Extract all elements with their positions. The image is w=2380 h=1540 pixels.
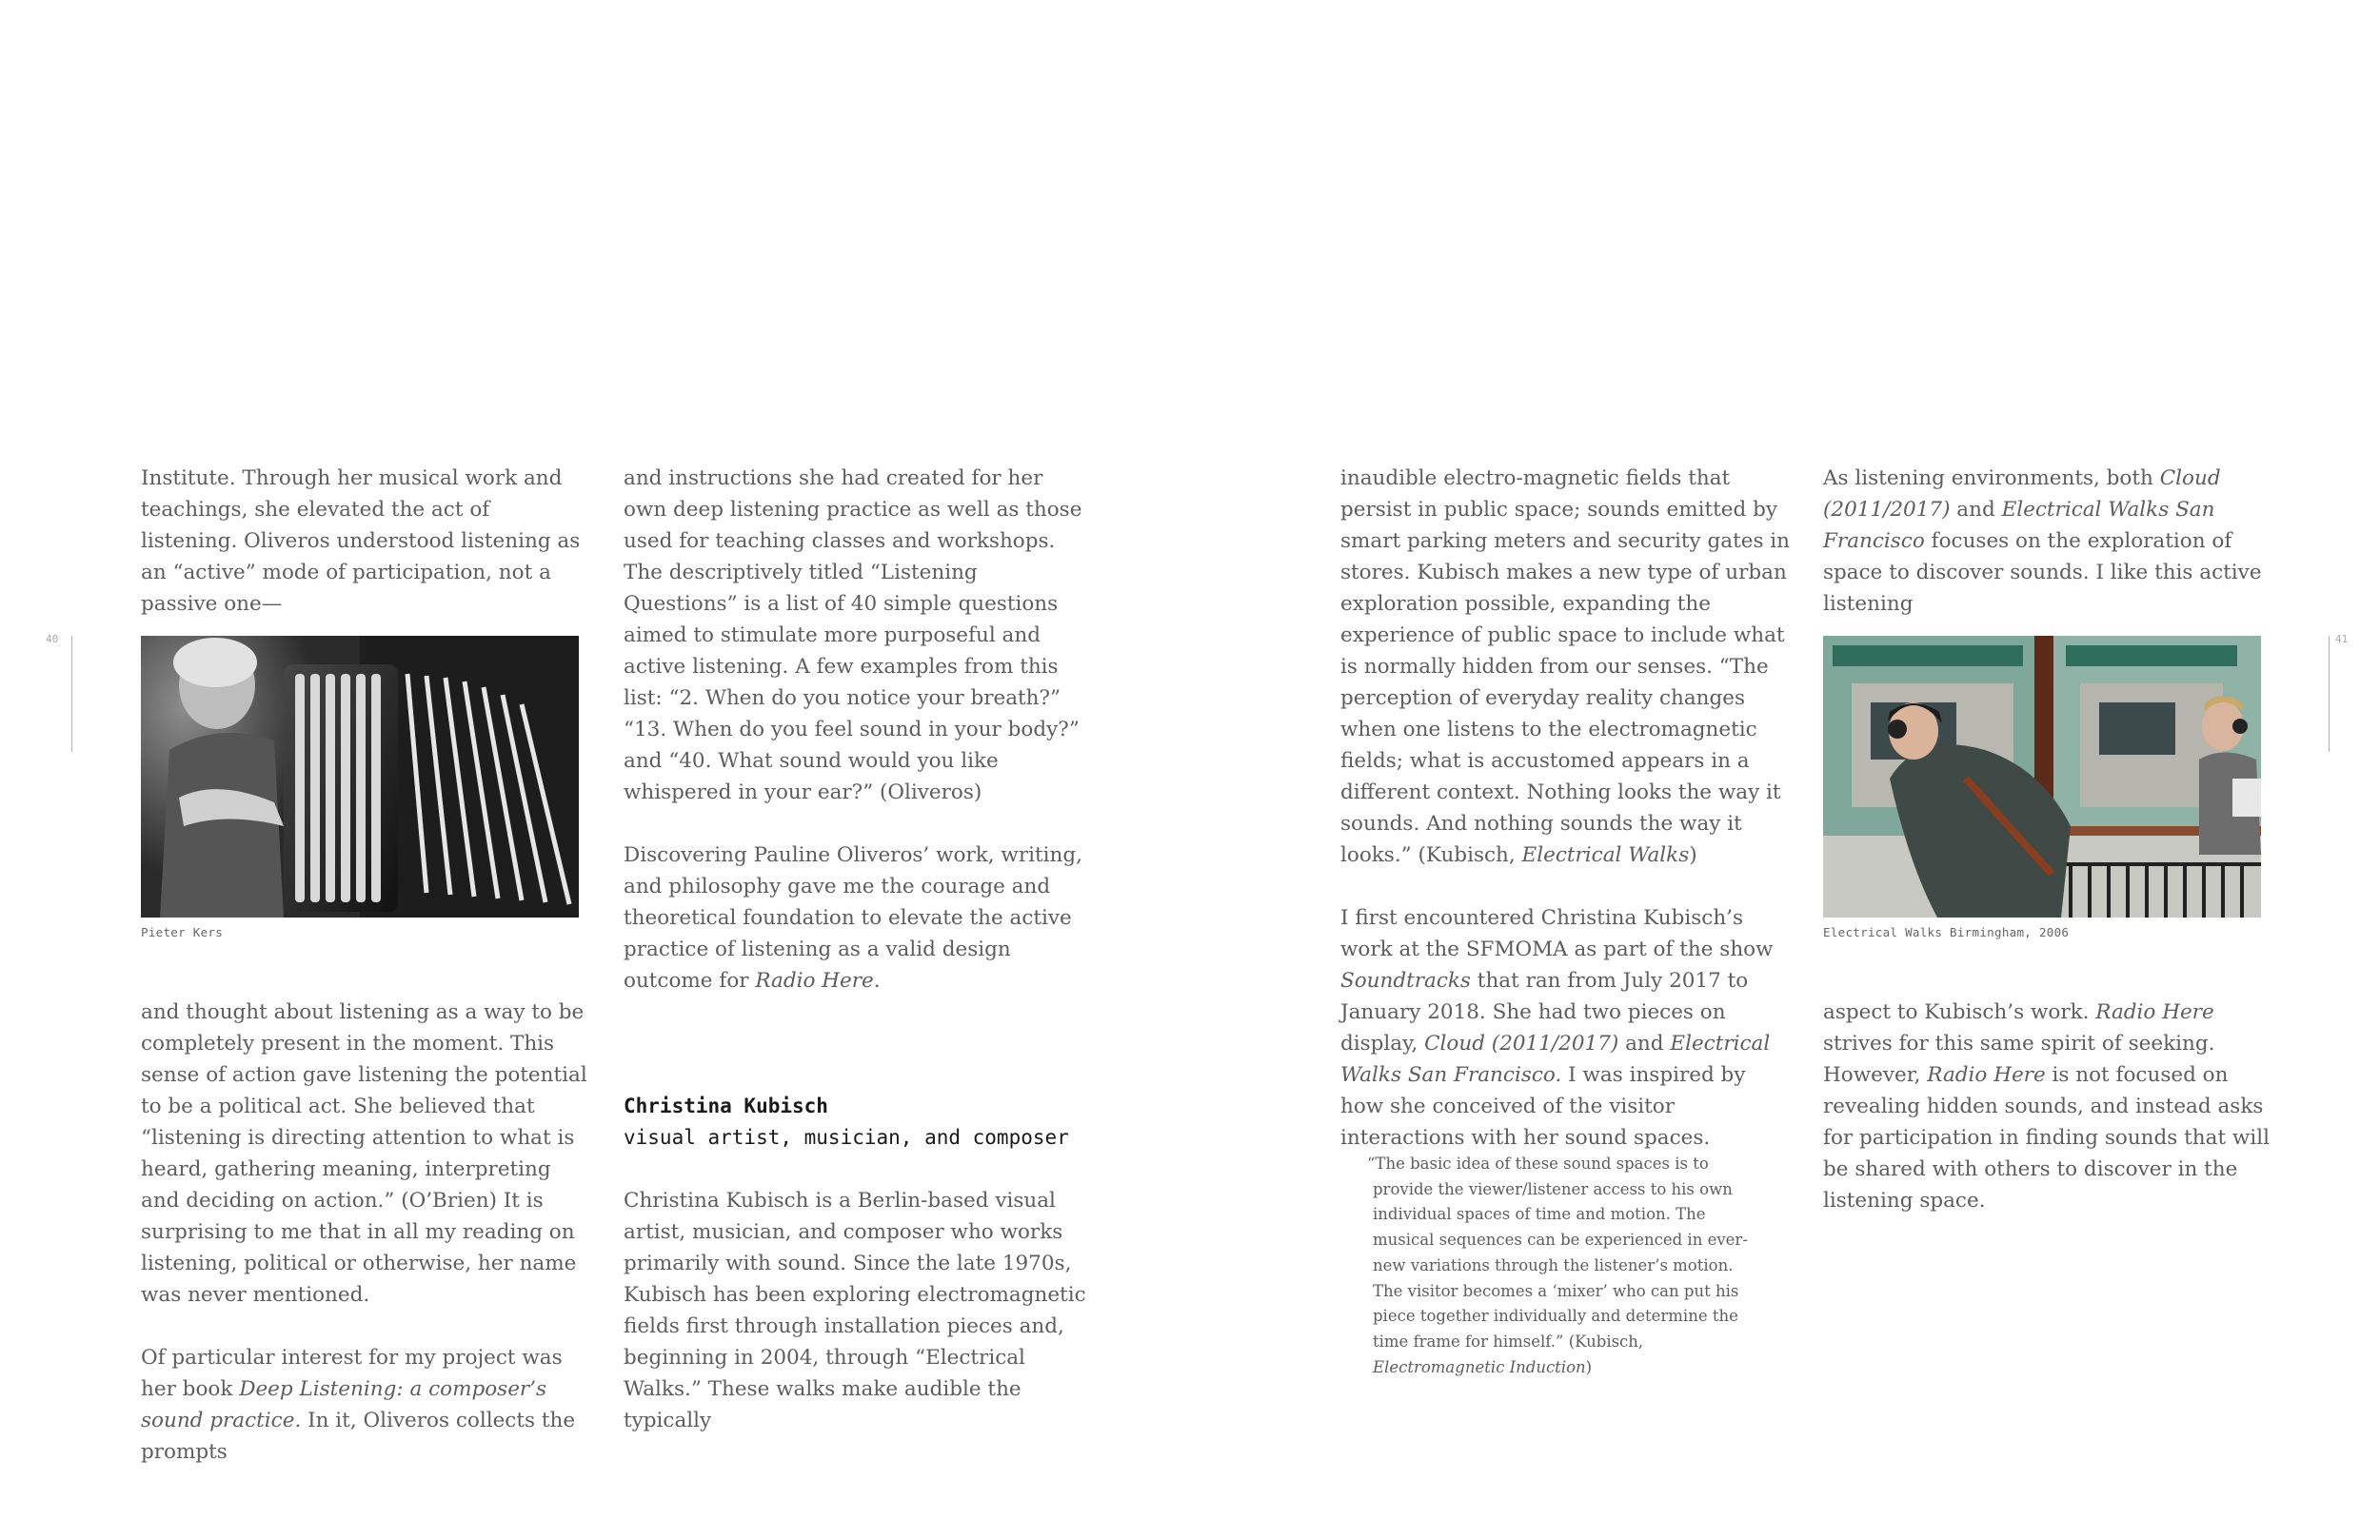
show-title: Soundtracks xyxy=(1340,969,1471,993)
work-title: Cloud (2011/2017) xyxy=(1424,1032,1619,1056)
paragraph: aspect to Kubisch’s work. Radio Here strives for this same spirit of seeking. However, Radio Here is not focused on revealing hidden sounds, and instead asks for participation in finding sounds that will be shared with others to discover in the listening space. xyxy=(1823,1000,2270,1213)
page-marker-rule-right xyxy=(2329,636,2330,752)
project-title: Radio Here xyxy=(2095,1000,2214,1024)
paragraph: Institute. Through her musical work and teachings, she elevated the act of listening. Oliveros understood listening as an “active” mode of participation, not a passive one— xyxy=(141,466,581,616)
artist-role: visual artist, musician, and composer xyxy=(624,1126,1069,1149)
paragraph: Discovering Pauline Oliveros’ work, writing, and philosophy gave me the courage and theoretical foundation to elevate the active practice of listening as a valid design outcome for Radio Here. xyxy=(624,843,1082,993)
column-4-top-text xyxy=(1823,463,2271,620)
work-title: Electromagnetic Induction xyxy=(1373,1357,1586,1376)
paragraph: and thought about listening as a way to be completely present in the moment. This sense of action gave listening the potential to be a political act. She believed that “listening is directing attention to what is heard, gathering meaning, interpreting and deciding on action.” (O’Brien) It is surprising to me that in all my reading on listening, political or otherwise, her name was never mentioned. xyxy=(141,1000,587,1307)
work-title: Cloud (2011/2017) xyxy=(1823,466,2221,522)
work-title: Electrical Walks San Francisco xyxy=(1823,498,2215,553)
artist-heading xyxy=(624,1091,1090,1154)
book-title: Deep Listening: a composer’s sound practice. xyxy=(141,1377,547,1432)
project-title: Radio Here xyxy=(1927,1063,2046,1087)
artist-name: Christina Kubisch xyxy=(624,1095,828,1117)
page-marker-rule-left xyxy=(71,636,72,752)
paragraph: As listening environments, both Cloud (2011/2017) and Electrical Walks San Francisco focuses on the exploration of space to discover sounds. I like this active listening xyxy=(1823,466,2262,616)
paragraph: and instructions she had created for her own deep listening practice as well as those used for teaching classes and workshops. The descriptively titled “Listening Questions” is a list of 40 simple questions aimed to stimulate more purposeful and active listening. A few examples from this list: “2. When do you notice your breath?” “13. When do you feel sound in your body?” and “40. What sound would you like whispered in your ear?” (Oliveros) xyxy=(624,466,1082,804)
work-title: Electrical Walks xyxy=(1521,843,1690,867)
column-4-bottom-text xyxy=(1823,997,2271,1216)
electrical-walks-photo xyxy=(1823,636,2261,918)
column-1-top-text xyxy=(141,463,588,620)
project-title: Radio Here xyxy=(755,969,874,993)
page-number-left: 40 xyxy=(46,633,59,645)
photo-caption: Electrical Walks Birmingham, 2006 xyxy=(1823,925,2070,939)
pull-quote: “The basic idea of these sound spaces is to provide the viewer/listener access to his own individual spaces of time and motion. The musical sequences can be experienced in ever-new variations through the listener’s motion. The visitor becomes a ‘mixer’ who can put his piece together individually and determine the time frame for himself.” (Kubisch, Electromagnetic Induction) xyxy=(1367,1155,1748,1376)
column-3-text xyxy=(1340,463,1793,1154)
paragraph: Of particular interest for my project was her book Deep Listening: a composer’s sound practice. In it, Oliveros collects the prompts xyxy=(141,1346,576,1464)
paragraph: I first encountered Christina Kubisch’s work at the SFMOMA as part of the show Soundtracks that ran from July 2017 to January 2018. She had two pieces on display, Cloud (2011/2017) and Electrical Walks San Francisco. I was inspired by how she conceived of the visitor interactions with her sound spaces. xyxy=(1340,906,1774,1150)
paragraph: Christina Kubisch is a Berlin-based visual artist, musician, and composer who works primarily with sound. Since the late 1970s, Kubisch has been exploring electromagnetic fields first through installation pieces and, beginning in 2004, through “Electrical Walks.” These walks make audible the typically xyxy=(624,1189,1086,1432)
page-number-right: 41 xyxy=(2335,633,2349,645)
column-2-text xyxy=(624,463,1090,1436)
accordion-player-photo xyxy=(141,636,579,918)
photo-caption: Pieter Kers xyxy=(141,925,224,939)
column-1-bottom-text xyxy=(141,997,588,1468)
work-title: Electrical Walks San Francisco. xyxy=(1340,1032,1771,1087)
paragraph: inaudible electro-magnetic fields that persist in public space; sounds emitted by smart parking meters and security gates in stores. Kubisch makes a new type of urban exploration possible, expanding the experience of public space to include what is normally hidden from our senses. “The perception of everyday reality changes when one listens to the electromagnetic fields; what is accustomed appears in a different context. Nothing looks the way it sounds. And nothing sounds the way it looks.” (Kubisch, Electrical Walks) xyxy=(1340,466,1791,867)
